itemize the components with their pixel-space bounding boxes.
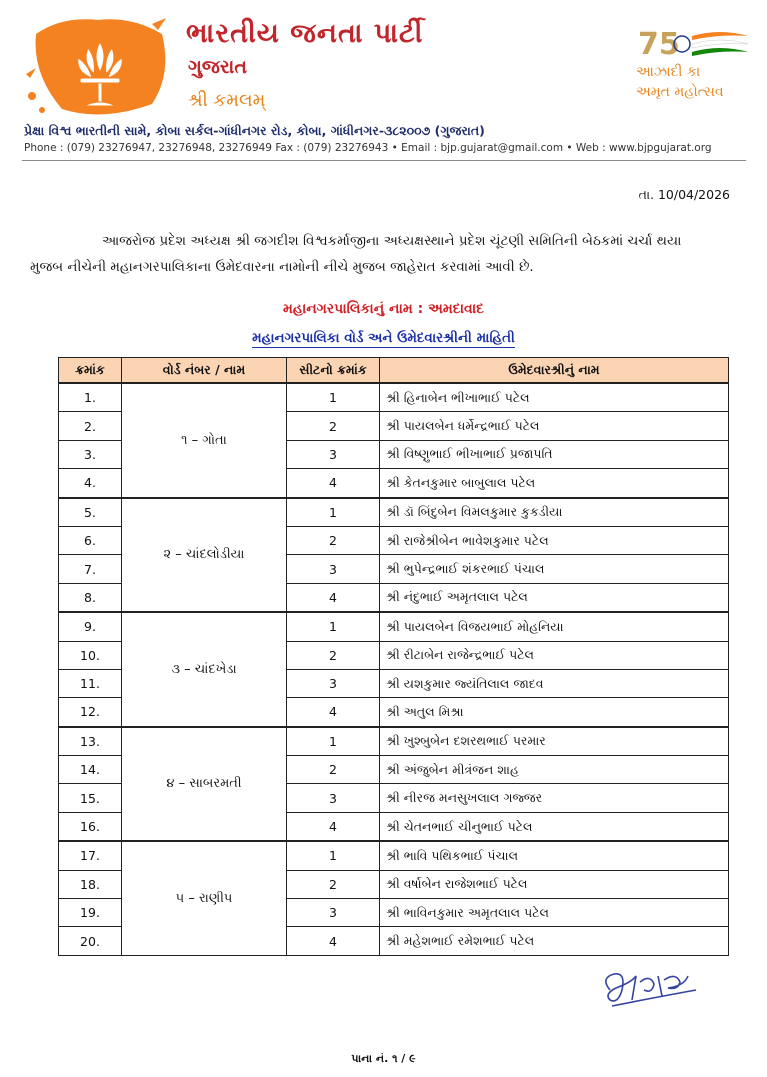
header-candidate-name: ઉમેદવારશ્રીનું નામ [380,358,729,384]
intro-line-2: મુજબ નીચેની મહાનગરપાલિકાના ઉમેદવારના નામોની નીચે મુજબ જાહેરાત કરવામાં આવી છે. [30,259,534,275]
candidate-name: શ્રી વર્ષાબેન રાજેશભાઈ પટેલ [380,870,729,898]
candidate-name: શ્રી હિનાબેન ભીખાભાઈ પટેલ [380,383,729,412]
azadi-ka-amrit-mahotsav-logo [630,22,760,104]
seat-number: 3 [287,669,380,697]
candidate-name: શ્રી ભાવિનકુમાર અમૃતલાલ પટેલ [380,899,729,927]
candidate-name: શ્રી યશકુમાર જ્યંતિલાલ જાદવ [380,669,729,697]
table-row [59,383,729,412]
candidate-name: શ્રી ચેતનભાઈ ચીનુભાઈ પટેલ [380,812,729,841]
seat-number: 3 [287,440,380,468]
serial-number: 3. [59,440,122,468]
seat-number: 3 [287,555,380,583]
ward-name: ૫ – રાણીપ [122,841,287,955]
ward-info-title-text: મહાનગરપાલિકા વોર્ડ અને ઉમેદવારશ્રીની માહિતી [252,330,515,346]
header-seat: સીટનો ક્રમાંક [287,358,380,384]
candidate-name: શ્રી અતુલ મિશ્રા [380,698,729,727]
candidate-table [58,357,729,956]
seat-number: 1 [287,841,380,870]
table-row [59,841,729,870]
serial-number: 18. [59,870,122,898]
candidate-name: શ્રી અંજુબેન મીત્રંજન શાહ [380,756,729,784]
seat-number: 3 [287,784,380,812]
seat-number: 2 [287,412,380,440]
serial-number: 17. [59,841,122,870]
header-ward: વોર્ડ નંબર / નામ [122,358,287,384]
signature [592,960,702,1020]
seat-number: 2 [287,756,380,784]
party-state: ગુજરાત [188,56,247,78]
candidate-name: શ્રી મહેશભાઈ રમેશભાઈ પટેલ [380,927,729,955]
candidate-name: શ્રી રાજેશ્રીબેન ભાવેશકુમાર પટેલ [380,526,729,554]
serial-number: 7. [59,555,122,583]
candidate-name: શ્રી રીટાબેન રાજેન્દ્રભાઈ પટેલ [380,641,729,669]
ward-name: ૧ – ગોતા [122,383,287,498]
candidate-name: શ્રી કેતનકુમાર બાબુલાલ પટેલ [380,469,729,498]
seat-number: 2 [287,641,380,669]
seat-number: 1 [287,612,380,641]
seat-number: 4 [287,812,380,841]
corporation-title: મહાનગરપાલિકાનું નામ : અમદાવાદ [282,301,485,317]
ward-name: ૪ – સાબરમતી [122,727,287,842]
seat-number: 4 [287,469,380,498]
document-date: તા. 10/04/2026 [638,187,730,202]
seat-number: 1 [287,727,380,756]
candidate-name: શ્રી પાયલબેન ધર્મેન્દ્રભાઈ પટેલ [380,412,729,440]
serial-number: 12. [59,698,122,727]
azadi-number: 75 [638,27,680,62]
seat-number: 2 [287,526,380,554]
azadi-line1: આઝાદી કા [636,64,701,80]
serial-number: 20. [59,927,122,955]
seat-number: 4 [287,583,380,612]
serial-number: 11. [59,669,122,697]
page-number: પાના નં. ૧ / ૯ [351,1052,416,1065]
candidate-name: શ્રી વિષ્ણુભાઈ ભીખાભાઈ પ્રજાપતિ [380,440,729,468]
seat-number: 1 [287,498,380,527]
seat-number: 4 [287,698,380,727]
office-address: પ્રેક્ષા વિશ્વ ભારતીની સામે, કોબા સર્કલ-ગાંધીનગર રોડ, કોબા, ગાંધીનગર-૩૮૨૦૦૭ (ગુજરાત) [24,123,485,138]
candidate-name: શ્રી ડૉ બિંદુબેન વિમલકુમાર કુકડીયા [380,498,729,527]
table-row [59,612,729,641]
intro-paragraph [30,228,735,280]
ward-info-title [0,330,767,346]
candidate-name: શ્રી ભુપેન્દ્રભાઈ શંકરભાઈ પંચાલ [380,555,729,583]
serial-number: 2. [59,412,122,440]
intro-line-1: આજરોજ પ્રદેશ અધ્યક્ષ શ્રી જગદીશ વિશ્વકર્માજીના અધ્યક્ષસ્થાને પ્રદેશ ચૂંટણી સમિતિની બેઠકમાં ચર્ચા થયા [102,233,682,249]
candidate-name: શ્રી પાયલબેન વિજયભાઈ મોહનિયા [380,612,729,641]
seat-number: 2 [287,870,380,898]
candidate-name: શ્રી ભાવિ પથિકભાઈ પંચાલ [380,841,729,870]
office-name: શ્રી કમલમ્ [188,90,266,111]
serial-number: 10. [59,641,122,669]
ward-name: ૩ – ચાંદખેડા [122,612,287,727]
seat-number: 3 [287,899,380,927]
serial-number: 19. [59,899,122,927]
serial-number: 15. [59,784,122,812]
candidate-name: શ્રી ખુશ્બુબેન દશરથભાઈ પરમાર [380,727,729,756]
bjp-lotus-logo [22,14,174,124]
serial-number: 4. [59,469,122,498]
table-row [59,498,729,527]
table-header-row [59,358,729,384]
serial-number: 13. [59,727,122,756]
serial-number: 8. [59,583,122,612]
header-serial: ક્રમાંક [59,358,122,384]
serial-number: 9. [59,612,122,641]
header-divider [22,160,746,161]
seat-number: 1 [287,383,380,412]
serial-number: 16. [59,812,122,841]
serial-number: 5. [59,498,122,527]
serial-number: 14. [59,756,122,784]
ward-name: ૨ – ચાંદલોડીયા [122,498,287,613]
table-row [59,727,729,756]
azadi-line2: અમૃત મહોત્સવ [636,84,724,100]
serial-number: 6. [59,526,122,554]
table-body [59,383,729,955]
serial-number: 1. [59,383,122,412]
seat-number: 4 [287,927,380,955]
candidate-name: શ્રી નંદુભાઈ અમૃતલાલ પટેલ [380,583,729,612]
party-name: ભારતીય જનતા પાર્ટી [186,18,424,49]
contact-details: Phone : (079) 23276947, 23276948, 23276949 Fax : (079) 23276943 • Email : bjp.gujarat@gmail.com • Web : www.bjpgujarat.org [24,142,712,154]
candidate-name: શ્રી નીરજ મનસુખલાલ ગજ્જર [380,784,729,812]
